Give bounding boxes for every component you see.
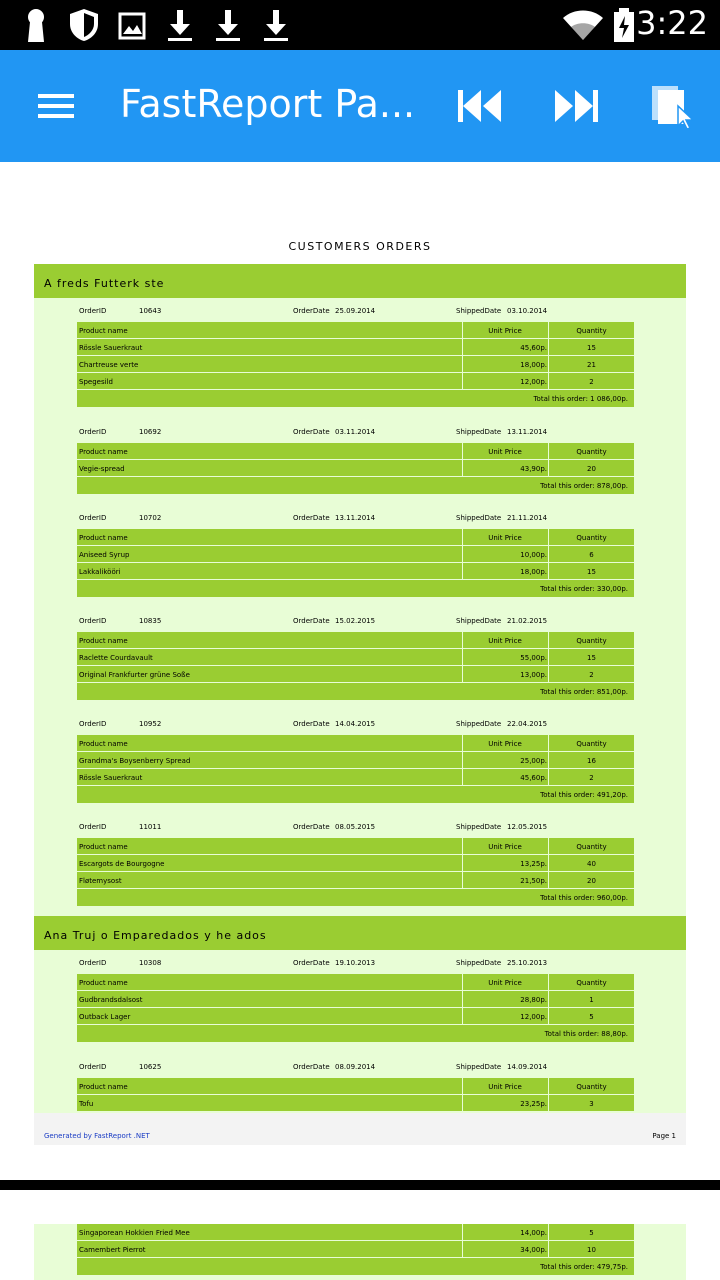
shipped-date-label: ShippedDate: [456, 959, 502, 967]
shipped-date-label: ShippedDate: [456, 514, 502, 522]
quantity: 2: [589, 774, 594, 782]
report-page-2: [0, 1190, 720, 1280]
quantity: 20: [587, 877, 596, 885]
column-header: Unit Price: [488, 448, 522, 456]
order-date: 14.04.2015: [335, 720, 376, 728]
order-block: [77, 814, 634, 906]
column-header: Quantity: [576, 1083, 607, 1091]
column-header: Product name: [79, 740, 128, 748]
order-id: 10952: [139, 720, 162, 728]
order-total: Total this order: 851,00р.: [77, 683, 634, 700]
order-date-label: OrderDate: [293, 428, 330, 436]
column-header: Product name: [79, 637, 128, 645]
column-header: Quantity: [576, 843, 607, 851]
table-row: [77, 563, 634, 580]
app-title: FastReport Pa...: [120, 82, 416, 126]
table-row: [77, 1008, 634, 1025]
shipped-date: 21.02.2015: [507, 617, 548, 625]
order-date-label: OrderDate: [293, 307, 330, 315]
order-id-label: OrderID: [79, 1063, 107, 1071]
column-header: Product name: [79, 448, 128, 456]
image-icon: [118, 8, 146, 42]
table-row: [77, 769, 634, 786]
table-header: [77, 529, 634, 546]
order-block: [77, 950, 634, 1042]
quantity: 1: [589, 996, 594, 1004]
column-header: Quantity: [576, 327, 607, 335]
column-header: Quantity: [576, 534, 607, 542]
table-row: [77, 1095, 634, 1112]
product-name: Tofu: [79, 1100, 94, 1108]
product-name: Fløtemysost: [79, 877, 122, 885]
column-header: Unit Price: [488, 534, 522, 542]
first-page-button[interactable]: [452, 80, 508, 132]
skip-first-icon: [452, 80, 508, 132]
order-id-label: OrderID: [79, 617, 107, 625]
shipped-date: 03.10.2014: [507, 307, 548, 315]
order-block: [77, 419, 634, 494]
order-date: 08.05.2015: [335, 823, 376, 831]
quantity: 5: [589, 1013, 594, 1021]
quantity: 6: [589, 551, 594, 559]
order-id-label: OrderID: [79, 307, 107, 315]
generated-by-link[interactable]: Generated by FastReport .NET: [44, 1132, 150, 1140]
order-date: 15.02.2015: [335, 617, 376, 625]
app-bar: [0, 50, 720, 162]
customer-header: [34, 264, 686, 298]
product-name: Raclette Courdavault: [79, 654, 153, 662]
product-name: Gudbrandsdalsost: [79, 996, 143, 1004]
quantity: 40: [587, 860, 596, 868]
report-title: CUSTOMERS ORDERS: [288, 240, 432, 253]
product-name: Aniseed Syrup: [79, 551, 130, 559]
table-row: [77, 666, 634, 683]
menu-icon: [38, 94, 74, 98]
download-icon: [262, 8, 290, 42]
table-header: [77, 632, 634, 649]
table-row: Camembert Pierrot 34,00р. 10: [77, 1241, 634, 1258]
customer-name: A freds Futterk ste: [44, 277, 165, 290]
menu-button[interactable]: [30, 84, 82, 128]
clock: 3:22: [636, 4, 708, 42]
unit-price: 25,00р.: [520, 757, 547, 765]
product-name: Rössle Sauerkraut: [79, 344, 143, 352]
order-id: 10625: [139, 1063, 162, 1071]
shipped-date-label: ShippedDate: [456, 823, 502, 831]
order-block: [77, 298, 634, 407]
order-total: Total this order: 1 086,00р.: [77, 390, 634, 407]
column-header: Product name: [79, 534, 128, 542]
product-name: Chartreuse verte: [79, 361, 139, 369]
order-date-label: OrderDate: [293, 1063, 330, 1071]
order-total: Total this order: 960,00р.: [77, 889, 634, 906]
order-date-label: OrderDate: [293, 617, 330, 625]
order-info: [77, 298, 634, 322]
shipped-date: 22.04.2015: [507, 720, 548, 728]
column-header: Product name: [79, 1083, 128, 1091]
quantity: 15: [587, 344, 596, 352]
page-number: Page 1: [652, 1132, 676, 1140]
download-icon: [166, 8, 194, 42]
table-row: [77, 752, 634, 769]
column-header: Quantity: [576, 979, 607, 987]
product-name: Grandma's Boysenberry Spread: [79, 757, 191, 765]
order-id: 10702: [139, 514, 162, 522]
order-info: [77, 814, 634, 838]
unit-price: 21,50р.: [520, 877, 547, 885]
unit-price: 12,00р.: [520, 1013, 547, 1021]
order-id: 11011: [139, 823, 162, 831]
quantity: 16: [587, 757, 596, 765]
product-name: Lakkalikööri: [79, 568, 121, 576]
product-name: Original Frankfurter grüne Soße: [79, 671, 190, 679]
shipped-date-label: ShippedDate: [456, 307, 502, 315]
unit-price: 13,00р.: [520, 671, 547, 679]
table-row: [77, 339, 634, 356]
shipped-date: 21.11.2014: [507, 514, 548, 522]
order-id-label: OrderID: [79, 428, 107, 436]
quantity: 2: [589, 671, 594, 679]
column-header: Product name: [79, 327, 128, 335]
order-total: Total this order: 330,00р.: [77, 580, 634, 597]
keyhole-icon: [22, 8, 50, 42]
order-date: 19.10.2013: [335, 959, 376, 967]
quantity: 2: [589, 378, 594, 386]
order-total: Total this order: 878,00р.: [77, 477, 634, 494]
table-header: [77, 974, 634, 991]
table-row: [77, 356, 634, 373]
unit-price: 45,60р.: [520, 774, 547, 782]
customer-name: Ana Truj o Emparedados y he ados: [44, 929, 267, 942]
column-header: Unit Price: [488, 1083, 522, 1091]
product-name: Spegesild: [79, 378, 113, 386]
shipped-date-label: ShippedDate: [456, 1063, 502, 1071]
table-row: [77, 546, 634, 563]
product-name: Escargots de Bourgogne: [79, 860, 165, 868]
column-header: Quantity: [576, 448, 607, 456]
last-page-button[interactable]: [548, 80, 604, 132]
table-row: [77, 373, 634, 390]
unit-price: 23,25р.: [520, 1100, 547, 1108]
order-block: [77, 505, 634, 597]
quantity: 15: [587, 654, 596, 662]
order-id: 10643: [139, 307, 162, 315]
quantity: 21: [587, 361, 596, 369]
shipped-date-label: ShippedDate: [456, 428, 502, 436]
order-date-label: OrderDate: [293, 720, 330, 728]
table-row: [77, 872, 634, 889]
order-total: Total this order: 479,75р.: [77, 1258, 634, 1275]
order-date-label: OrderDate: [293, 514, 330, 522]
order-block: [77, 1054, 634, 1112]
order-total: Total this order: 88,80р.: [77, 1025, 634, 1042]
report-footer: [34, 1113, 686, 1145]
table-row: [77, 460, 634, 477]
shipped-date-label: ShippedDate: [456, 617, 502, 625]
unit-price: 12,00р.: [520, 378, 547, 386]
product-name: Vegie-spread: [79, 465, 125, 473]
shipped-date: 25.10.2013: [507, 959, 548, 967]
order-info: [77, 608, 634, 632]
table-row: [77, 991, 634, 1008]
product-name: Rössle Sauerkraut: [79, 774, 143, 782]
order-id: 10692: [139, 428, 162, 436]
unit-price: 45,60р.: [520, 344, 547, 352]
order-id-label: OrderID: [79, 823, 107, 831]
order-date: 03.11.2014: [335, 428, 376, 436]
report-page: [0, 162, 720, 1182]
order-info: [77, 950, 634, 974]
product-name: Outback Lager: [79, 1013, 131, 1021]
column-header: Quantity: [576, 637, 607, 645]
table-row: Singaporean Hokkien Fried Mee 14,00р. 5: [77, 1224, 634, 1241]
pages-cursor-icon: [646, 80, 702, 132]
battery-icon: [612, 8, 636, 42]
status-bar: [0, 0, 720, 50]
order-block: [77, 608, 634, 700]
column-header: Product name: [79, 979, 128, 987]
order-date: 25.09.2014: [335, 307, 376, 315]
unit-price: 28,80р.: [520, 996, 547, 1004]
unit-price: 18,00р.: [520, 361, 547, 369]
quantity: 20: [587, 465, 596, 473]
order-date-label: OrderDate: [293, 823, 330, 831]
column-header: Unit Price: [488, 843, 522, 851]
table-header: [77, 838, 634, 855]
shield-icon: [68, 8, 100, 42]
table-header: [77, 735, 634, 752]
order-id: 10308: [139, 959, 162, 967]
unit-price: 18,00р.: [520, 568, 547, 576]
shipped-date: 12.05.2015: [507, 823, 548, 831]
wifi-icon: [562, 8, 604, 42]
table-header: [77, 322, 634, 339]
order-date: 08.09.2014: [335, 1063, 376, 1071]
select-page-button[interactable]: [646, 80, 702, 132]
order-info: [77, 711, 634, 735]
download-icon: [214, 8, 242, 42]
column-header: Unit Price: [488, 637, 522, 645]
order-block: [77, 1224, 634, 1275]
quantity: 3: [589, 1100, 594, 1108]
table-row: [77, 649, 634, 666]
order-date-label: OrderDate: [293, 959, 330, 967]
table-header: [77, 443, 634, 460]
table-header: [77, 1078, 634, 1095]
order-id: 10835: [139, 617, 162, 625]
order-date: 13.11.2014: [335, 514, 376, 522]
quantity: 15: [587, 568, 596, 576]
order-info: [77, 419, 634, 443]
unit-price: 55,00р.: [520, 654, 547, 662]
shipped-date-label: ShippedDate: [456, 720, 502, 728]
unit-price: 10,00р.: [520, 551, 547, 559]
unit-price: 13,25р.: [520, 860, 547, 868]
order-id-label: OrderID: [79, 720, 107, 728]
column-header: Unit Price: [488, 740, 522, 748]
shipped-date: 13.11.2014: [507, 428, 548, 436]
order-block: [77, 711, 634, 803]
column-header: Unit Price: [488, 327, 522, 335]
skip-last-icon: [548, 80, 604, 132]
column-header: Quantity: [576, 740, 607, 748]
order-info: [77, 505, 634, 529]
table-row: [77, 855, 634, 872]
column-header: Unit Price: [488, 979, 522, 987]
column-header: Product name: [79, 843, 128, 851]
order-info: [77, 1054, 634, 1078]
page-divider: [0, 1180, 720, 1190]
order-id-label: OrderID: [79, 514, 107, 522]
order-id-label: OrderID: [79, 959, 107, 967]
order-total: Total this order: 491,20р.: [77, 786, 634, 803]
customer-header: [34, 916, 686, 950]
unit-price: 43,90р.: [520, 465, 547, 473]
shipped-date: 14.09.2014: [507, 1063, 548, 1071]
